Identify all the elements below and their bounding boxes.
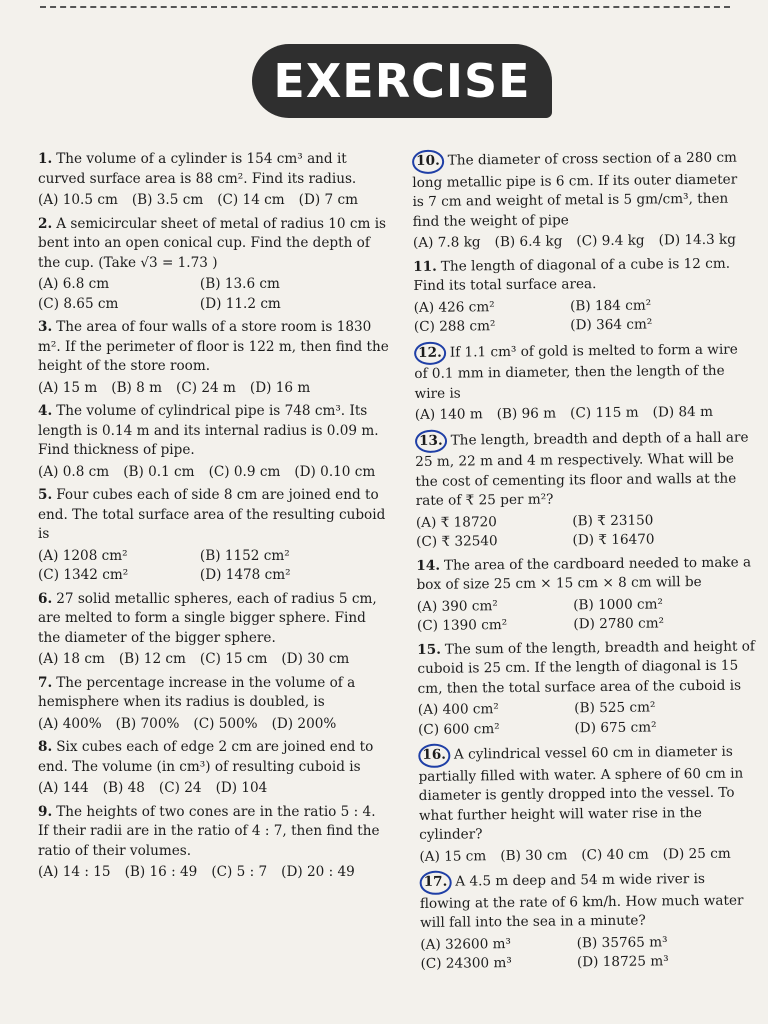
options (38, 275, 390, 314)
question-text: 27 solid metallic spheres, each of radius 5 cm, are melted to form a single bigger sphere. Find the diameter of the bigger sphere. (38, 590, 377, 646)
option: (B) 30 cm (500, 846, 568, 864)
option: (D) 14.3 kg (658, 231, 737, 249)
question-17 (420, 867, 761, 974)
option: (A) 6.8 cm (38, 276, 110, 292)
option: (A) 7.8 kg (412, 234, 481, 251)
question-number: 4. (38, 403, 53, 419)
option: (D) 18725 m³ (576, 953, 669, 971)
question-number: 3. (38, 319, 53, 335)
question-number: 2. (38, 215, 53, 232)
option: (C) 288 cm² (413, 318, 496, 335)
options (38, 715, 390, 735)
option: (C) 15 cm (199, 651, 268, 667)
question-4 (38, 402, 390, 482)
question-number: 12. (414, 341, 446, 365)
option: (C) 1390 cm² (416, 617, 508, 634)
options (38, 191, 390, 211)
question-number: 13. (415, 429, 447, 453)
question-12 (414, 338, 755, 426)
options (414, 295, 754, 338)
option: (B) 8 m (111, 379, 163, 396)
option: (B) ₹ 23150 (572, 511, 654, 529)
option: (C) 600 cm² (417, 720, 500, 738)
option: (D) 20 : 49 (281, 864, 355, 880)
question-16 (418, 740, 759, 867)
option: (D) 2780 cm² (573, 615, 665, 633)
option: (D) 200% (271, 715, 337, 732)
option: (A) 0.8 cm (38, 463, 110, 480)
question-8 (38, 738, 390, 799)
question-text: The volume of a cylinder is 154 cm³ and it curved surface area is 88 cm². Find its radius. (38, 151, 357, 187)
option: (D) 675 cm² (574, 718, 657, 736)
option: (A) 140 m (414, 406, 483, 423)
question-text: The percentage increase in the volume of a hemisphere when its radius is doubled, is (38, 674, 356, 710)
question-11 (413, 254, 754, 338)
question-13 (415, 426, 756, 553)
option: (B) 12 cm (118, 651, 186, 667)
question-1 (38, 150, 390, 211)
question-text: A 4.5 m deep and 54 m wide river is flowing at the rate of 6 km/h. How much water will fall into the sea in a minute? (419, 870, 744, 931)
question-number: 8. (38, 739, 53, 755)
question-text: If 1.1 cm³ of gold is melted to form a wire of 0.1 mm in diameter, then the length of the wire is (414, 341, 738, 402)
option: (C) 24300 m³ (420, 955, 512, 972)
question-number: 15. (417, 641, 441, 658)
option: (A) 10.5 cm (38, 192, 118, 208)
option: (A) 14 : 15 (38, 864, 111, 880)
question-15 (417, 637, 758, 740)
question-text: The volume of cylindrical pipe is 748 cm³. Its length is 0.14 m and its internal radius is 0.09 m. Find thickness of pipe. (38, 403, 379, 458)
question-10 (412, 146, 753, 253)
option: (A) 18 cm (38, 651, 105, 667)
option: (C) 8.65 cm (38, 295, 119, 312)
option: (D) ₹ 16470 (572, 531, 655, 549)
option: (D) 1478 cm² (199, 567, 291, 583)
option: (A) 400 cm² (417, 701, 499, 718)
option: (C) 0.9 cm (208, 463, 281, 480)
option: (D) 30 cm (281, 651, 350, 667)
question-text: A semicircular sheet of metal of radius 10 cm is bent into an open conical cup. Find the depth of the cup. (Take √3 = 1.73 ) (38, 215, 387, 271)
option: (A) 32600 m³ (420, 935, 512, 953)
left-column (38, 150, 390, 887)
option: (C) 24 m (176, 379, 236, 396)
question-text: The sum of the length, breadth and height of cuboid is 25 cm. If the length of diagonal is 15 cm, then the total surface area of the cuboid is (417, 637, 755, 697)
options (38, 863, 390, 883)
option: (D) 104 (215, 780, 268, 796)
options (413, 230, 753, 253)
option: (C) ₹ 32540 (416, 533, 498, 550)
option: (B) 16 : 49 (124, 864, 198, 880)
question-number: 1. (38, 151, 53, 167)
option: (B) 35765 m³ (576, 933, 668, 951)
options (416, 510, 756, 553)
question-text: The area of the cardboard needed to make a box of size 25 cm × 15 cm × 8 cm will be (416, 553, 752, 593)
exercise-banner (252, 44, 552, 118)
option: (B) 6.4 kg (494, 233, 563, 251)
option: (C) 500% (193, 715, 258, 732)
question-text: The heights of two cones are in the ratio 5 : 4. If their radii are in the ratio of 4 : 7, then find the ratio of their volumes. (38, 803, 380, 859)
options (415, 402, 755, 425)
option: (D) 16 m (249, 379, 311, 396)
option: (C) 9.4 kg (576, 232, 645, 250)
question-text: The length of diagonal of a cube is 12 cm. Find its total surface area. (413, 255, 731, 294)
question-text: Six cubes each of edge 2 cm are joined end to end. The volume (in cm³) of resulting cuboid is (38, 739, 374, 775)
option: (B) 13.6 cm (199, 276, 280, 292)
question-number: 17. (420, 871, 452, 895)
options (420, 932, 760, 975)
option: (B) 0.1 cm (123, 463, 195, 480)
option: (B) 3.5 cm (131, 192, 204, 208)
question-number: 10. (412, 150, 444, 174)
option: (B) 96 m (496, 405, 557, 423)
question-14 (416, 553, 757, 637)
question-5 (38, 486, 390, 586)
option: (B) 48 (102, 780, 145, 796)
options (418, 697, 758, 740)
options (419, 844, 759, 867)
option: (A) 400% (38, 715, 102, 732)
option: (A) 15 cm (419, 847, 487, 865)
options (38, 463, 390, 483)
options (38, 779, 390, 799)
option: (B) 1152 cm² (199, 547, 290, 564)
question-3 (38, 318, 390, 398)
option: (C) 115 m (570, 404, 639, 422)
option: (C) 24 (158, 780, 202, 796)
question-number: 9. (38, 803, 53, 820)
question-number: 11. (413, 258, 437, 275)
question-text: A cylindrical vessel 60 cm in diameter is partially filled with water. A sphere of 60 cm in diameter is gently dropped into the vessel. To what further height will water rise in the cylinder? (418, 743, 744, 843)
option: (D) 25 cm (662, 845, 731, 862)
question-text: The diameter of cross section of a 280 cm long metallic pipe is 6 cm. If its outer diameter is 7 cm and weight of metal is 5 gm/cm³, then find the weight of pipe (412, 149, 738, 230)
option: (A) 15 m (38, 379, 98, 396)
question-number: 7. (38, 674, 53, 691)
option: (B) 700% (115, 715, 180, 732)
option: (A) ₹ 18720 (415, 513, 497, 531)
option: (D) 0.10 cm (294, 463, 376, 480)
question-number: 14. (416, 557, 441, 574)
option: (C) 40 cm (581, 846, 649, 863)
option: (A) 144 (38, 780, 89, 796)
options (38, 547, 390, 586)
option: (C) 1342 cm² (38, 567, 129, 583)
options (417, 594, 757, 637)
question-2 (38, 215, 390, 315)
question-number: 6. (38, 590, 53, 607)
option: (D) 364 cm² (570, 316, 653, 334)
option: (A) 1208 cm² (38, 547, 128, 564)
option: (B) 1000 cm² (573, 595, 664, 613)
option: (C) 5 : 7 (211, 864, 268, 880)
option: (A) 426 cm² (413, 298, 495, 316)
question-text: The area of four walls of a store room is 1830 m². If the perimeter of floor is 122 m, then find the height of the store room. (38, 319, 389, 374)
option: (D) 7 cm (298, 192, 358, 208)
option: (B) 525 cm² (574, 699, 656, 717)
right-column (412, 146, 761, 978)
question-6 (38, 590, 390, 670)
question-9 (38, 803, 390, 883)
question-number: 16. (418, 744, 450, 768)
option: (C) 14 cm (217, 192, 285, 208)
options (38, 650, 390, 670)
question-number: 5. (38, 487, 53, 503)
question-text: Four cubes each of side 8 cm are joined end to end. The total surface area of the resulting cuboid is (38, 487, 386, 542)
top-dashed-rule (40, 6, 730, 8)
options (38, 379, 390, 399)
option: (D) 11.2 cm (199, 295, 281, 312)
option: (D) 84 m (652, 403, 714, 421)
option: (B) 184 cm² (569, 297, 652, 314)
question-text: The length, breadth and depth of a hall are 25 m, 22 m and 4 m respectively. What will be the cost of cementing its floor and walls at the rate of ₹ 25 per m²? (415, 428, 749, 509)
option: (A) 390 cm² (416, 597, 498, 615)
page-title: EXERCISE (273, 54, 531, 108)
question-7 (38, 674, 390, 735)
